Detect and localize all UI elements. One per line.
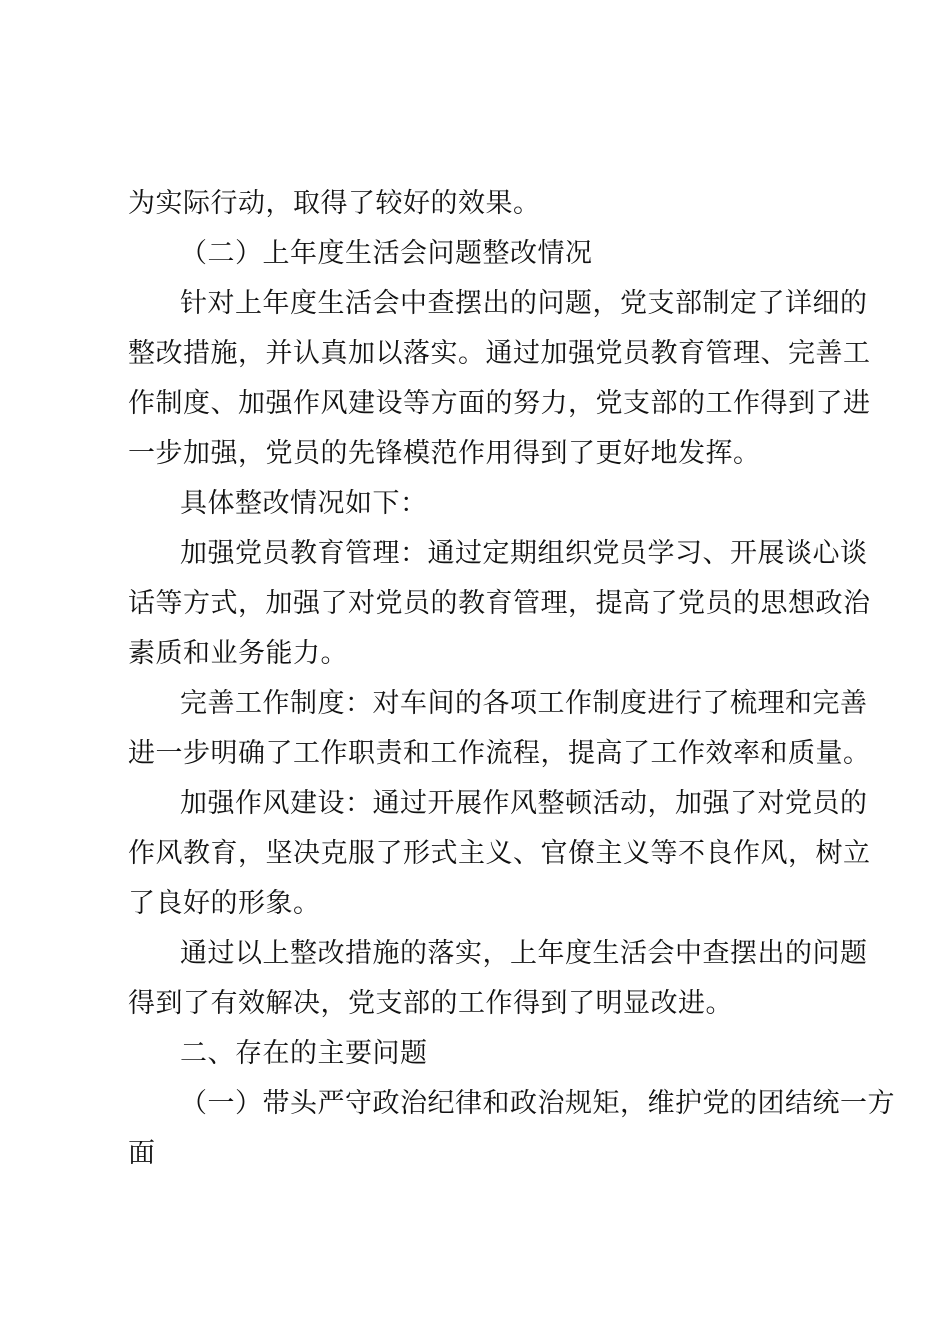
- text-line: 整改措施，并认真加以落实。通过加强党员教育管理、完善工: [128, 338, 871, 369]
- text-line: 作制度、加强作风建设等方面的努力，党支部的工作得到了进: [128, 388, 871, 419]
- text-line: 进一步明确了工作职责和工作流程，提高了工作效率和质量。: [128, 738, 871, 769]
- text-line: 通过以上整改措施的落实，上年度生活会中查摆出的问题: [180, 938, 868, 969]
- section-heading: 二、存在的主要问题: [180, 1038, 428, 1069]
- text-line: 具体整改情况如下：: [180, 488, 428, 519]
- text-line: 作风教育，坚决克服了形式主义、官僚主义等不良作风，树立: [128, 838, 871, 869]
- text-line: 得到了有效解决，党支部的工作得到了明显改进。: [128, 988, 733, 1019]
- text-line: 加强作风建设：通过开展作风整顿活动，加强了对党员的: [180, 788, 868, 819]
- text-line: 针对上年度生活会中查摆出的问题，党支部制定了详细的: [180, 288, 868, 319]
- text-line: 素质和业务能力。: [128, 638, 348, 669]
- text-line: 了良好的形象。: [128, 888, 321, 919]
- text-line: 加强党员教育管理：通过定期组织党员学习、开展谈心谈: [180, 538, 868, 569]
- section-heading: （二）上年度生活会问题整改情况: [180, 238, 593, 269]
- text-line: 话等方式，加强了对党员的教育管理，提高了党员的思想政治: [128, 588, 871, 619]
- text-line: 面: [128, 1138, 156, 1169]
- text-line: （一）带头严守政治纪律和政治规矩，维护党的团结统一方: [180, 1088, 895, 1119]
- text-line: 一步加强，党员的先锋模范作用得到了更好地发挥。: [128, 438, 761, 469]
- text-line: 为实际行动，取得了较好的效果。: [128, 188, 541, 219]
- text-line: 完善工作制度：对车间的各项工作制度进行了梳理和完善: [180, 688, 868, 719]
